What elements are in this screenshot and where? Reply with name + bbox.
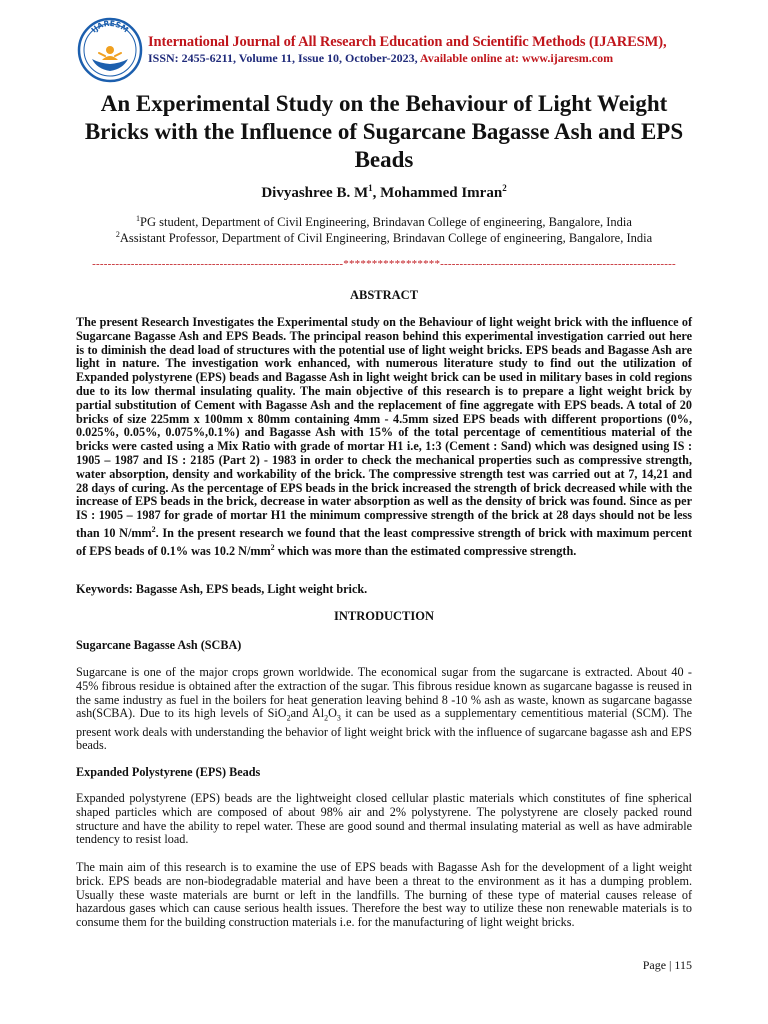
section-subheading: Expanded Polystyrene (EPS) Beads xyxy=(76,765,261,779)
superscript: 2 xyxy=(270,542,275,552)
author-separator: , xyxy=(372,185,381,201)
section-separator: -----------------------------------------------------------------*****************------------------------------------------------------------- xyxy=(92,258,676,270)
affiliation xyxy=(60,214,708,230)
paragraph-text: Sugarcane is one of the major crops grown worldwide. The economical sugar from the sugarcane is extracted. About 40 - 45% fibrous residue is obtained after the extraction of the sugar. This fibrous residue known as sugarcane bagasse is reused in the same industry as fuel in the boilers for heat generation leaving behind 8 -10 % ash as waste, known as sugarcane bagasse ash(SCBA). Due to its high levels of SiO xyxy=(76,665,692,721)
superscript: 2 xyxy=(151,524,156,534)
abstract-body xyxy=(76,316,692,559)
author-name: Divyashree B. M xyxy=(261,185,369,201)
affiliation-text: PG student, Department of Civil Engineering, Brindavan College of engineering, Bangalore, India xyxy=(140,215,632,230)
page-number: Page | 115 xyxy=(642,958,692,972)
abstract-text: which was more than the estimated compressive strength. xyxy=(274,543,577,558)
subscript: 2 xyxy=(286,713,291,723)
author-superscript: 1 xyxy=(368,183,373,193)
subscript: 3 xyxy=(336,713,341,723)
subscript: 2 xyxy=(324,713,329,723)
abstract-heading: ABSTRACT xyxy=(349,288,419,302)
keywords: Keywords: Bagasse Ash, EPS beads, Light weight brick. xyxy=(76,582,368,596)
ijaresm-logo-icon xyxy=(77,17,143,83)
paper-title: An Experimental Study on the Behaviour of Light Weight Bricks with the Influence of Sugarcane Bagasse Ash and EPS Beads xyxy=(84,91,684,172)
issn-info: ISSN: 2455-6211, Volume 11, Issue 10, October-2023, xyxy=(148,51,420,65)
affiliation-number: 2 xyxy=(115,230,120,239)
affiliation xyxy=(60,230,708,246)
paragraph-text: and Al xyxy=(290,706,325,721)
introduction-heading: INTRODUCTION xyxy=(333,609,434,623)
section-subheading: Sugarcane Bagasse Ash (SCBA) xyxy=(76,638,242,652)
paragraph: The main aim of this research is to examine the use of EPS beads with Bagasse Ash for the development of a light weight brick. EPS beads are non-biodegradable material and have been a threat to the environment as it has a dumping problem. Usually these waste materials are burnt or left in the landfills. The burning of these type of material causes release of hazardous gases which can cause serious health issues. Therefore the best way to utilize these non renewable materials is to consume them for the building construction materials i.e. for the manufacturing of light weight bricks. xyxy=(76,860,692,930)
journal-name: International Journal of All Research Education and Scientific Methods (IJARESM), xyxy=(148,34,667,50)
affiliation-text: Assistant Professor, Department of Civil Engineering, Brindavan College of engineering, Bangalore, India xyxy=(119,231,653,246)
affiliation-number: 1 xyxy=(136,214,141,223)
paragraph-text: it can be used as a supplementary cementitious material (SCM). The present work deals with understanding the behavior of light weight brick with the influence of sugarcane bagasse ash and EPS beads. xyxy=(76,706,692,753)
paragraph-text: O xyxy=(328,706,337,721)
journal-issue-info xyxy=(148,51,613,66)
paragraph xyxy=(76,666,692,753)
svg-text:IJARESM: IJARESM xyxy=(89,18,131,35)
abstract-text: . In the present research we found that the least compressive strength of brick with maximum percent of EPS beads of 0.1% was 10.2 N/mm xyxy=(76,526,693,558)
online-info: Available online at: www.ijaresm.com xyxy=(419,51,614,65)
author-superscript: 2 xyxy=(502,183,507,193)
paragraph: Expanded polystyrene (EPS) beads are the lightweight closed cellular plastic materials which constitutes of fine spherical shaped particles which are composed of about 98% air and 2% polystyrene. The polystyrene are closely packed round structure and have the ability to repel water. These are good sound and thermal insulating material as well as have admirable tendency to resist load. xyxy=(76,791,692,847)
authors xyxy=(0,183,768,202)
abstract-text: The present Research Investigates the Experimental study on the Behaviour of light weight brick with the influence of Sugarcane Bagasse Ash and EPS Beads. The principal reason behind this experimental investigation carried out here is to diminish the dead load of structures with the potential use of light weight bricks. EPS beads and Bagasse Ash are light in nature. The investigation work enhanced, with numerous literature study to find out the utilization of Expanded polystyrene (EPS) beads and Bagasse Ash in light weight brick can be used in military bases in cold regions due to its low thermal insulating quality. The main objective of this research is to prepare a light weight brick by partial substitution of Cement with Bagasse Ash and the replacement of fine aggregate with EPS beads. A total of 20 bricks of size 225mm x 100mm x 80mm containing 4mm - 4.5mm sized EPS beads with different proportions (0%, 0.025%, 0.05%, 0.075%,0.1%) and Bagasse Ash with 15% of the total percentage of cementitious material of the bricks were casted using a Mix Ratio with grade of mortar H1 i.e, 1:3 (Cement : Sand) which was designed using IS : 1905 – 1987 and IS : 2185 (Part 2) - 1983 in order to check the mechanical properties such as compressive strength, water absorption, density and workability of the brick. The compressive strength test was carried out at 7, 14,21 and 28 days of curing. As the percentage of EPS beads in the brick increased the strength of brick decreased while with the increase of EPS beads in the brick, decrease in water absorption as well as the density of brick was found. Since as per IS : 1905 – 1987 for grade of mortar H1 the minimum compressive strength of the brick at 28 days should not be less than 10 N/mm xyxy=(76,315,692,541)
journal-logo xyxy=(77,17,143,83)
author-name: Mohammed Imran xyxy=(380,185,503,201)
